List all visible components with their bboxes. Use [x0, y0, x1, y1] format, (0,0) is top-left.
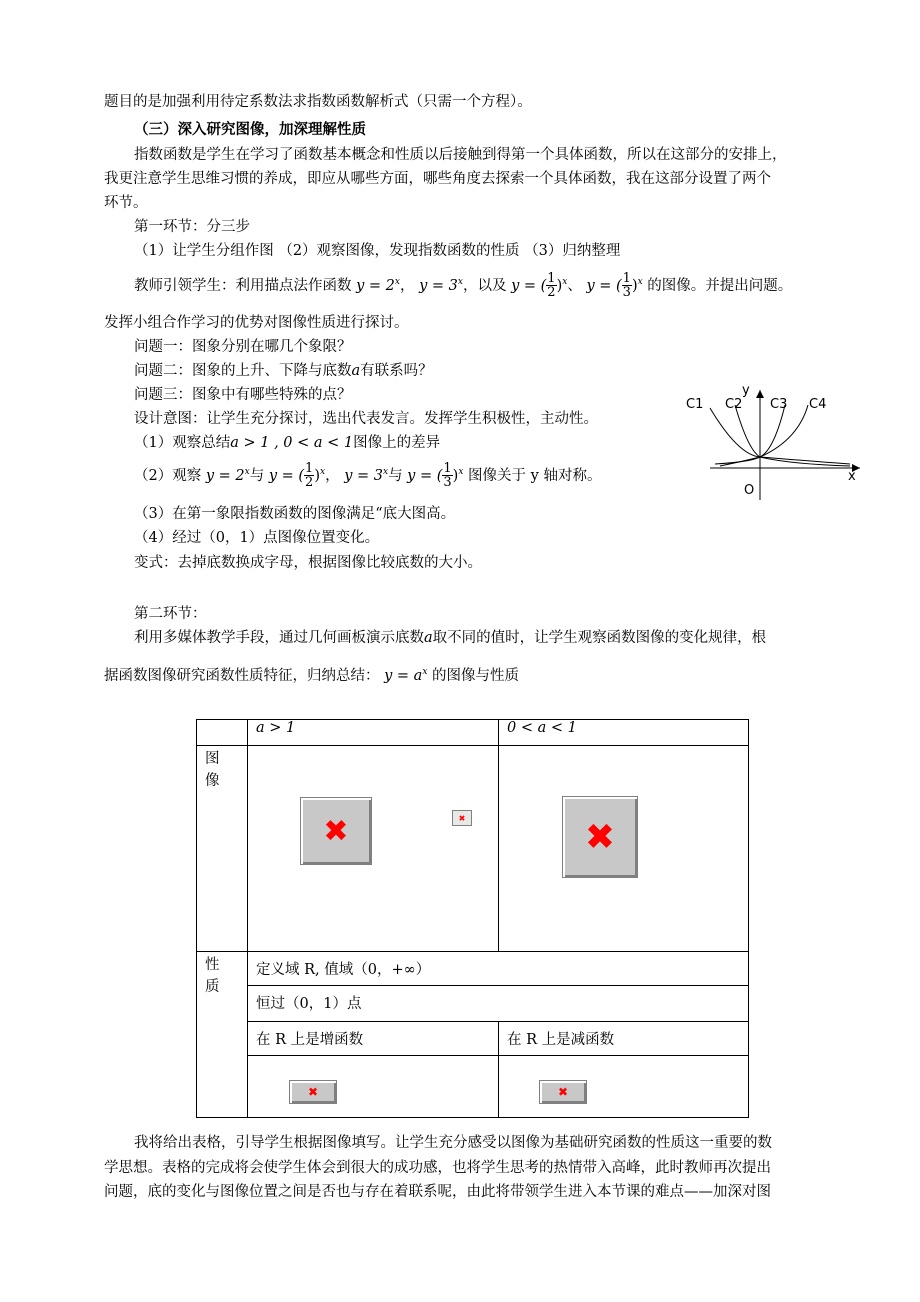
- math-sep: 、: [567, 277, 582, 294]
- paragraph-6a: 我将给出表格，引导学生根据图像填写。让学生充分感受以图像为基础研究函数的性质这一重要的数: [134, 1135, 772, 1151]
- math-ythird: y = (: [586, 277, 622, 294]
- math-and: 与: [388, 467, 403, 484]
- observation-1-a: （1）观察总结: [134, 435, 231, 451]
- label-c4: C4: [809, 397, 827, 412]
- label-c3: C3: [770, 397, 788, 412]
- domain-range-cell: 定义域 R, 值域（0，+∞）: [248, 952, 749, 986]
- curve-c2: [735, 405, 850, 466]
- variant-line: 变式：去掉底数换成字母，根据图像比较底数的大小。: [134, 555, 482, 571]
- fixed-point-cell: 恒过（0，1）点: [248, 986, 749, 1022]
- teacher-intro-line: 教师引领学生：利用描点法作函数 $y = 2^x$， $y = 3^x$，以及 y = ( $\frac{1}{2}$ )$^x$、 y = ( $\frac{1}{3}$ )$^x$ 的图像。并提出问题。: [134, 271, 793, 301]
- label-origin: O: [744, 483, 755, 498]
- paragraph-5-a: 据函数图像研究函数性质特征，归纳总结：: [104, 667, 380, 684]
- decreasing-image-cell: [499, 1056, 749, 1118]
- math-a: a: [424, 630, 433, 646]
- math-y3x: y = 3: [344, 467, 383, 484]
- broken-image-icon: ✖: [300, 797, 372, 865]
- curve-c3: [720, 405, 785, 466]
- question-2-b: 有联系吗？: [360, 363, 433, 379]
- paragraph-6c: 问题，底的变化与图像位置之间是否也与存在着联系呢，由此将带领学生进入本节课的难点——加深对图: [104, 1184, 771, 1200]
- paragraph-intro: 题目的是加强利用待定系数法求指数函数解析式（只需一个方程）。: [104, 94, 532, 110]
- observation-2-b: 图像关于 y 轴对称。: [468, 467, 602, 484]
- section-title: （三）深入研究图像，加深理解性质: [134, 121, 366, 138]
- first-stage-heading: 第一环节：分三步: [134, 219, 250, 235]
- teacher-tail: 的图像。并提出问题。: [647, 277, 793, 294]
- broken-image-icon: ✖: [452, 810, 472, 826]
- paragraph-5-b: 的图像与性质: [432, 667, 520, 684]
- math-y2x: y = 2: [356, 277, 395, 294]
- label-c2: C2: [725, 397, 743, 412]
- math-y3x: y = 3: [419, 277, 458, 294]
- row-label-image: 图 像: [197, 746, 248, 952]
- paragraph-6b: 学思想。表格的完成将会使学生体会到很大的成功感，也将学生思考的热情带入高峰，此时教师再次提出: [104, 1160, 771, 1176]
- observation-2: （2）观察 $y = 2^x$与 y = ( $\frac{1}{2}$ )$^x$， $y = 3^x$与 y = ( $\frac{1}{3}$ )$^x$ 图像关于 y 轴对称。: [134, 461, 602, 491]
- math-y2x: y = 2: [205, 467, 245, 484]
- row-label-properties: 性 质: [197, 952, 248, 1118]
- math-yhalf: y = (: [268, 467, 305, 484]
- paragraph-3: 发挥小组合作学习的优势对图像性质进行探讨。: [104, 315, 409, 331]
- paragraph-4-a: 利用多媒体教学手段，通过几何画板演示底数: [134, 630, 424, 646]
- math-yhalf: y = (: [511, 277, 547, 294]
- curve-c4: [715, 405, 808, 464]
- question-1: 问题一：图象分别在哪几个象限？: [134, 339, 352, 355]
- broken-image-icon: ✖: [562, 796, 638, 878]
- math-and: 与: [249, 467, 265, 484]
- curve-c1: [710, 408, 850, 464]
- observation-1: [134, 433, 440, 453]
- math-sep: ，以及: [462, 277, 507, 294]
- teacher-intro: 教师引领学生：利用描点法作函数: [134, 277, 352, 294]
- paragraph-4: [134, 628, 766, 648]
- math-a: a: [351, 363, 361, 379]
- increasing-image-cell: [248, 1056, 499, 1118]
- label-x: x: [848, 469, 856, 484]
- question-2: [134, 361, 433, 381]
- second-stage-heading: 第二环节：: [134, 606, 207, 622]
- paragraph-4-b: 取不同的值时，让学生观察函数图像的变化规律，根: [432, 630, 767, 646]
- question-3: 问题三：图象中有哪些特殊的点？: [134, 387, 352, 403]
- math-yax: y = a: [384, 667, 423, 684]
- observation-4: （4）经过（0，1）点图像位置变化。: [134, 530, 380, 546]
- paragraph-2b: 我更注意学生思维习惯的养成，即应从哪些方面，哪些角度去探索一个具体函数，我在这部分设置了两个: [104, 171, 771, 187]
- steps-line: （1）让学生分组作图 （2）观察图像，发现指数函数的性质 （3）归纳整理: [134, 243, 621, 259]
- properties-table: [196, 719, 749, 1118]
- exponential-curves-figure: [680, 380, 865, 510]
- broken-image-icon: ✖: [539, 1080, 587, 1104]
- label-y: y: [742, 383, 750, 398]
- y-arrow-icon: [756, 390, 764, 398]
- table-corner: [197, 720, 248, 746]
- image-cell-increasing: [248, 746, 499, 952]
- design-intent: 设计意图：让学生充分探讨，选出代表发言。发挥学生积极性，主动性。: [134, 411, 598, 427]
- broken-image-icon: ✖: [289, 1080, 337, 1104]
- math-cond: a > 1 , 0 < a < 1: [230, 435, 354, 451]
- math-sep: ，: [399, 277, 415, 294]
- observation-1-b: 图像上的差异: [353, 435, 441, 451]
- column-header-a-gt-1: a > 1: [248, 720, 499, 746]
- paragraph-2c: 环节。: [104, 195, 148, 211]
- decreasing-cell: 在 R 上是减函数: [499, 1022, 749, 1056]
- paragraph-5: 据函数图像研究函数性质特征，归纳总结： $y = a^x$ 的图像与性质: [104, 667, 520, 684]
- column-header-a-lt-1: 0 < a < 1: [499, 720, 749, 746]
- increasing-cell: 在 R 上是增函数: [248, 1022, 499, 1056]
- observation-3: （3）在第一象限指数函数的图像满足“底大图高。: [134, 506, 456, 522]
- math-ythird: y = (: [407, 467, 443, 484]
- math-and: ，: [325, 467, 340, 484]
- observation-2-a: （2）观察: [134, 467, 202, 484]
- question-2-a: 问题二：图象的上升、下降与底数: [134, 363, 352, 379]
- paragraph-2a: 指数函数是学生在学习了函数基本概念和性质以后接触到得第一个具体函数，所以在这部分的安排上，: [134, 147, 787, 163]
- label-c1: C1: [686, 397, 704, 412]
